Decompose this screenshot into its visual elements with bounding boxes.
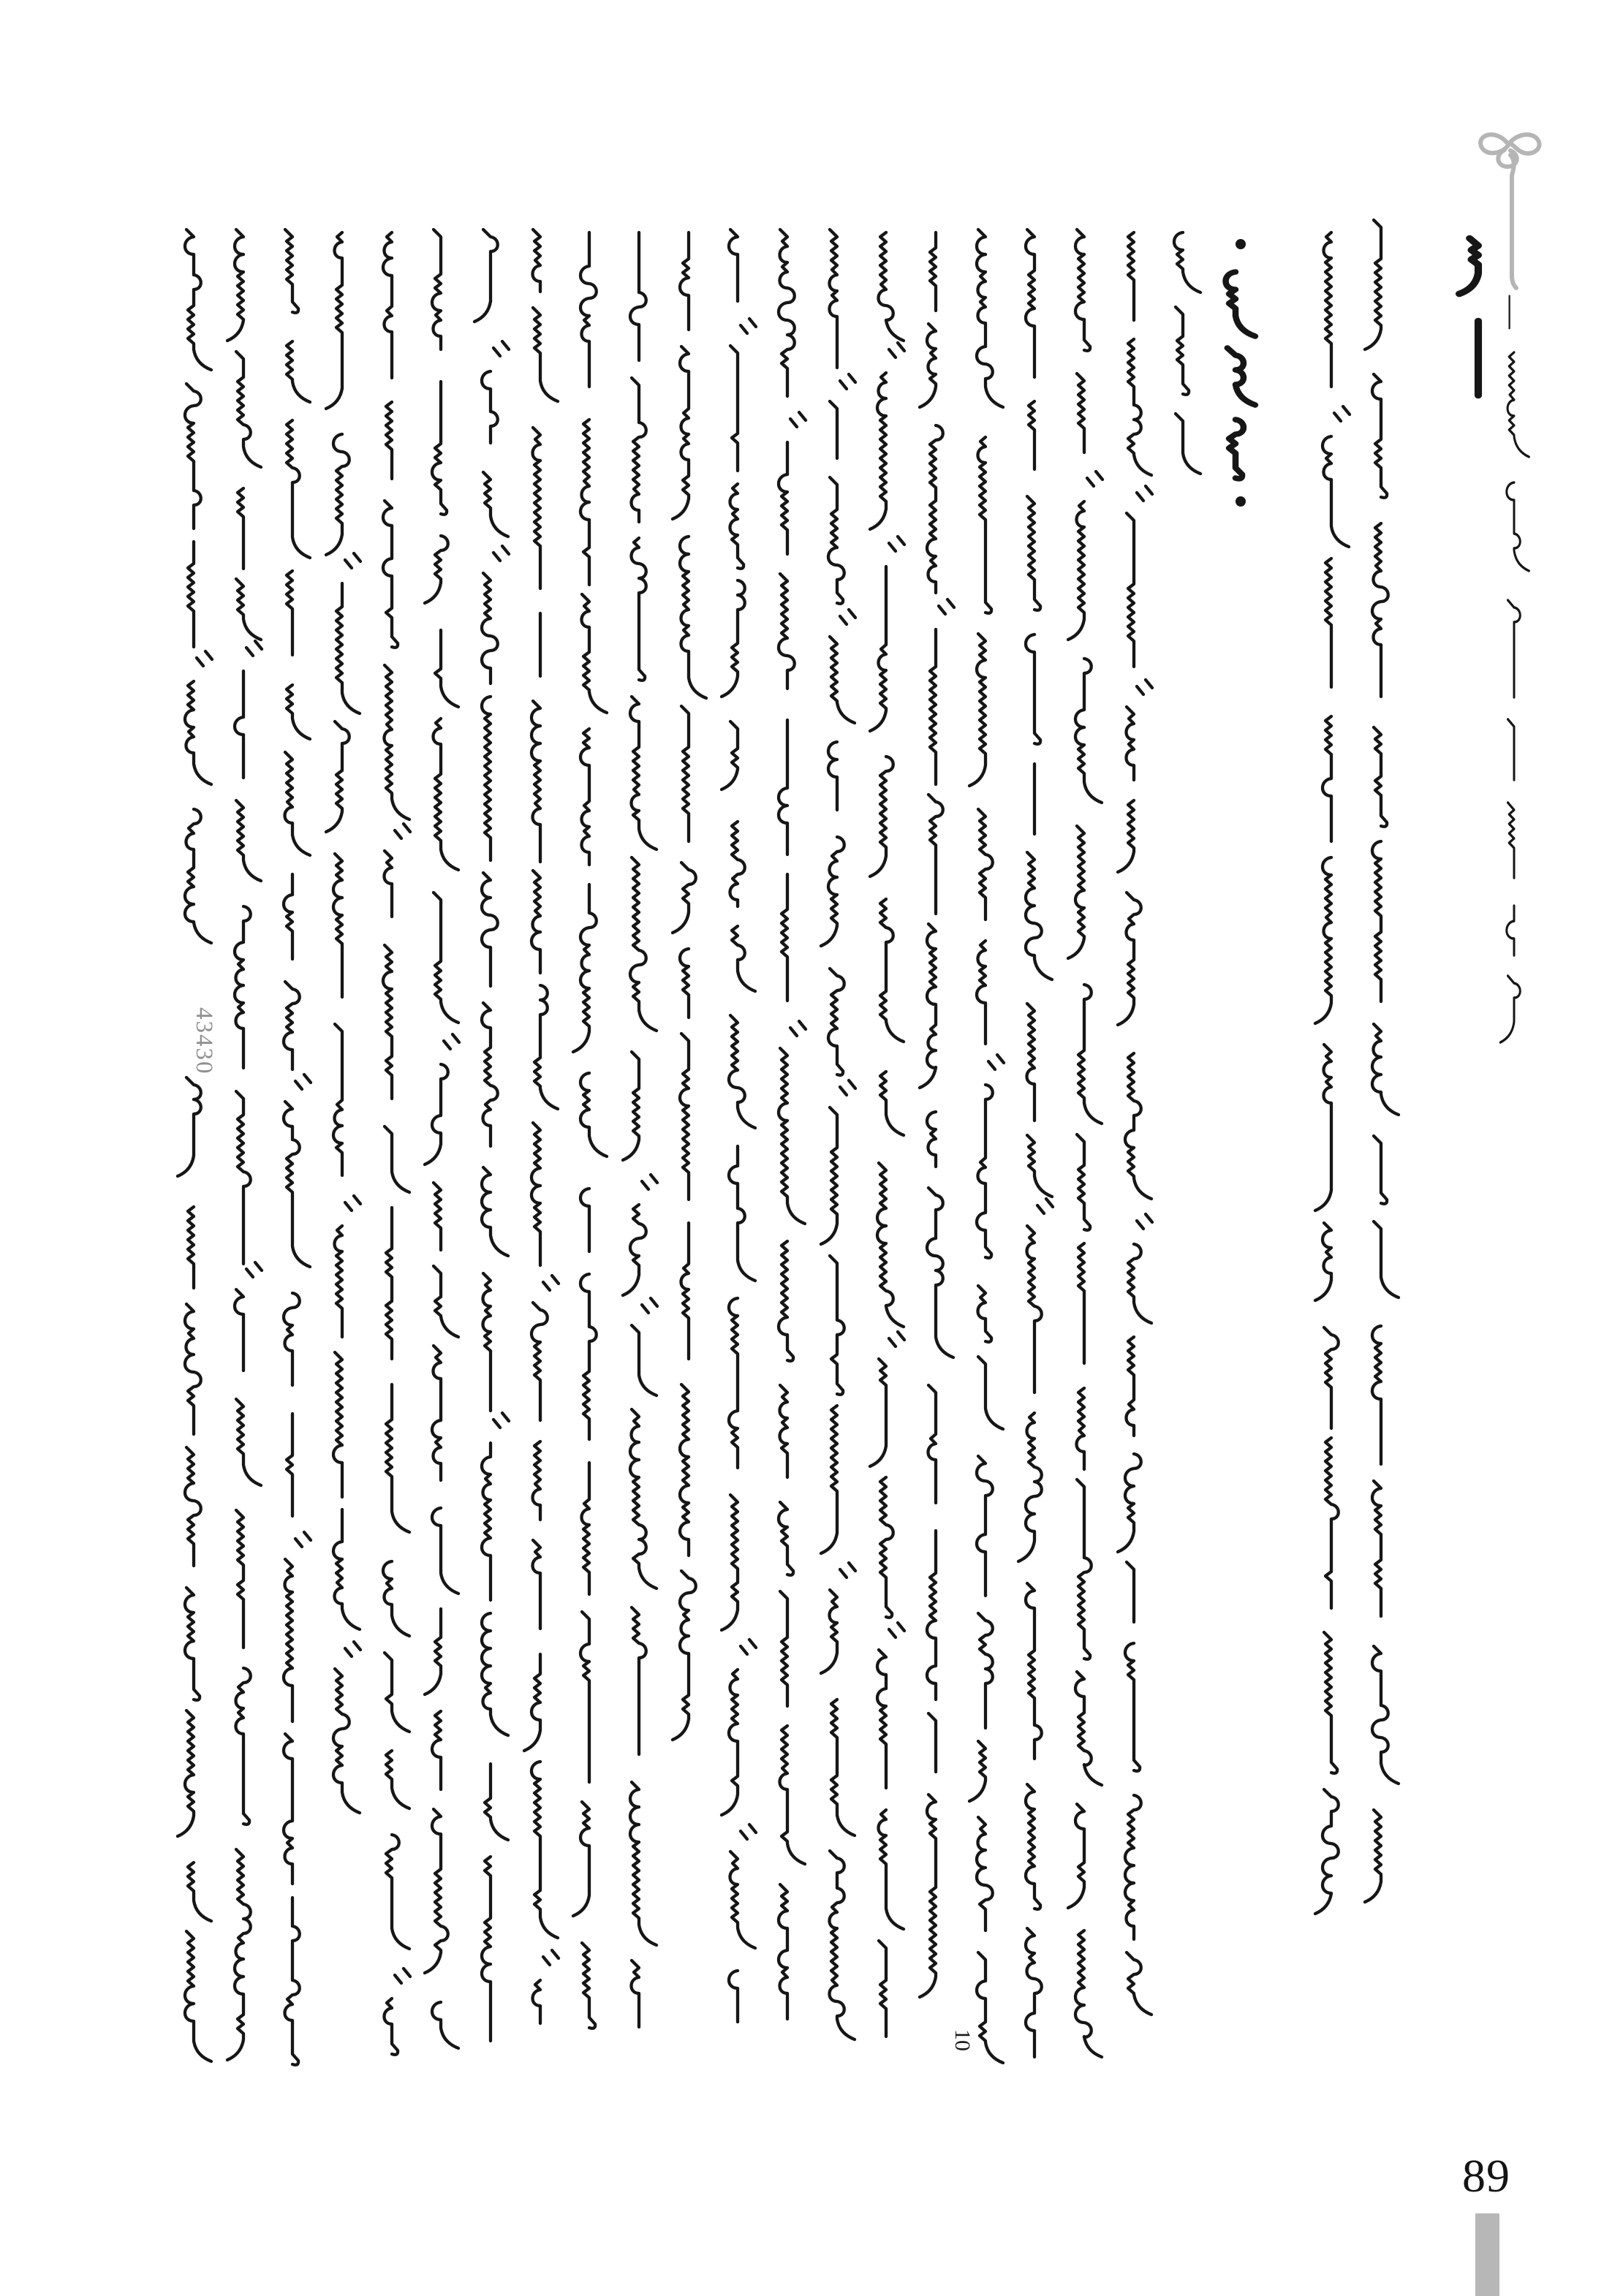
body-column (178, 230, 212, 2061)
archive-number: 43430 (191, 1007, 217, 1075)
body-column (524, 230, 559, 2023)
body-column (1365, 220, 1399, 1902)
body-column (1118, 232, 1152, 2015)
body-column (326, 232, 360, 1813)
body-column (779, 230, 806, 2019)
body-column (673, 232, 706, 1740)
body-column (870, 232, 904, 2037)
page-number: 89 (1462, 2150, 1510, 2202)
body-column (722, 230, 756, 2022)
body-column (969, 230, 1004, 2063)
chapter-leading-dash: — (1494, 295, 1532, 329)
body-column (383, 232, 410, 2055)
body-column (474, 230, 509, 2041)
body-column (1068, 230, 1102, 2057)
body-column (284, 230, 311, 2065)
section-heading-column (1226, 272, 1255, 479)
body-column (821, 230, 855, 2039)
page-edge-tab (1475, 2213, 1499, 2296)
body-column (573, 232, 607, 2028)
body-column (623, 232, 657, 2027)
body-column (1018, 230, 1053, 2057)
chapter-title-column (1500, 352, 1529, 1042)
heading-dot-bottom (1236, 496, 1246, 507)
footnote-marker: 10 (950, 2029, 975, 2051)
running-title-column (1459, 238, 1478, 395)
heading-dot-top (1236, 239, 1246, 249)
body-column (227, 230, 262, 2060)
body-column (920, 232, 954, 1997)
flourish-ornament-icon (1480, 134, 1539, 288)
body-column (425, 230, 459, 2048)
body-column (1174, 232, 1200, 474)
body-column (1315, 232, 1350, 1914)
